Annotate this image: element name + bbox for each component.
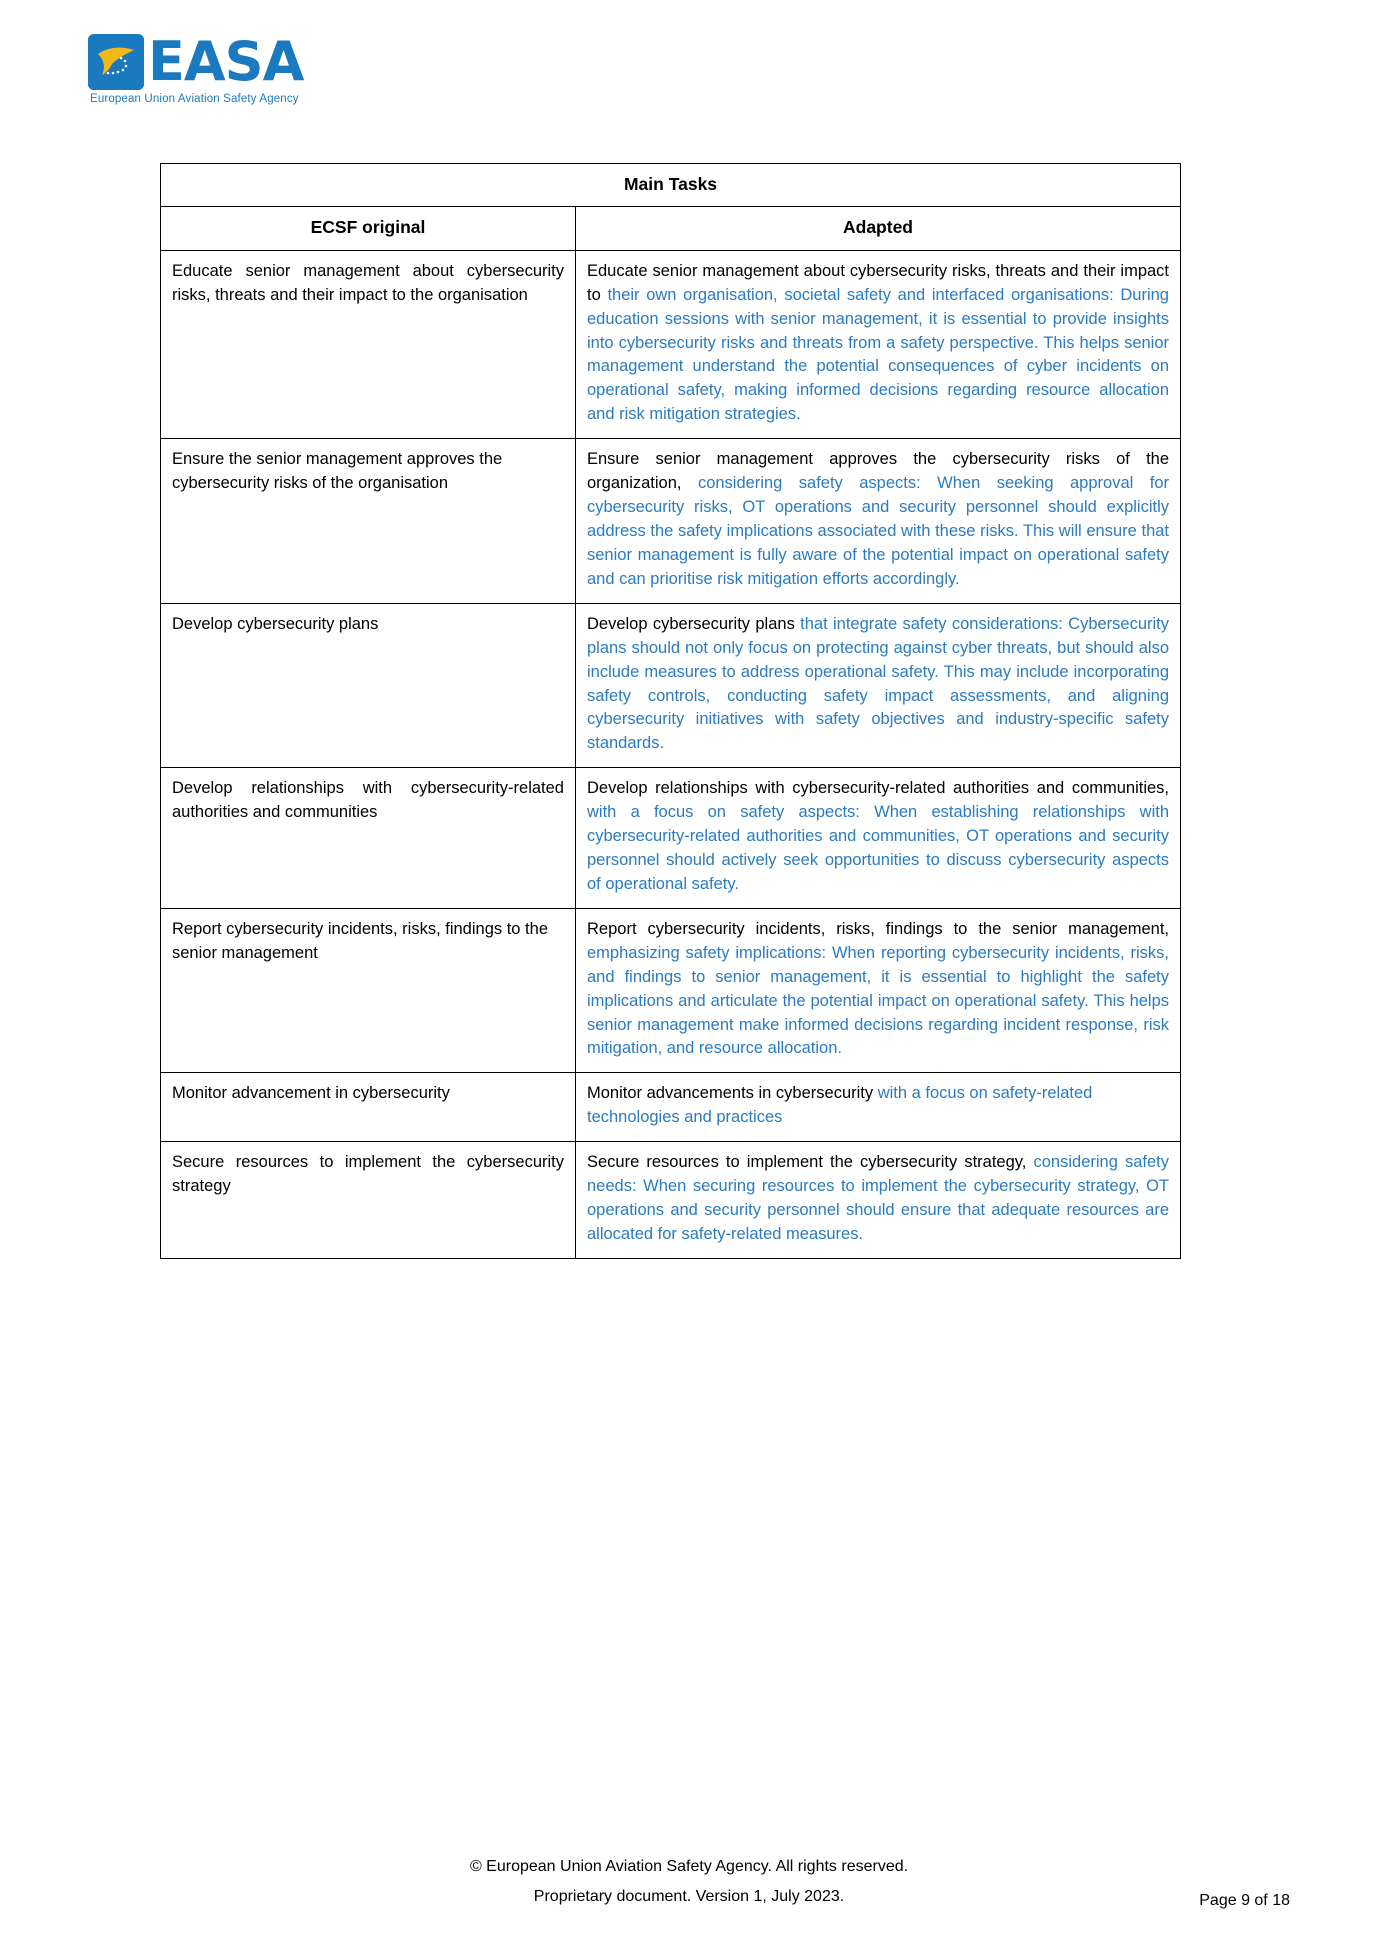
adapted-plain-text: Develop relationships with cybersecurity-related authorities and communities, bbox=[587, 779, 1170, 798]
original-text: Educate senior management about cybersecurity risks, threats and their impact to the organisation bbox=[172, 261, 564, 304]
adapted-plain-text: Monitor advancements in cybersecurity bbox=[587, 1084, 878, 1103]
logo-row bbox=[88, 30, 408, 93]
table-row bbox=[161, 250, 1181, 438]
cell-original bbox=[161, 908, 576, 1073]
easa-logo bbox=[88, 30, 408, 105]
table-row bbox=[161, 603, 1181, 768]
cell-original bbox=[161, 439, 576, 604]
cell-adapted bbox=[576, 603, 1181, 768]
adapted-text bbox=[587, 1082, 1169, 1130]
main-tasks-table bbox=[160, 163, 1181, 1259]
adapted-highlight-text: that integrate safety considerations: Cybersecurity plans should not only focus on protecting against cyber threats, but should also include measures to address operational safety. This may include incorporating safety controls, conducting safety impact assessments, and aligning cybersecurity initiatives with safety objectives and industry-specific safety standards. bbox=[587, 614, 1170, 753]
cell-original bbox=[161, 1142, 576, 1259]
page-footer bbox=[0, 1852, 1378, 1913]
original-text: Report cybersecurity incidents, risks, findings to the senior management bbox=[172, 919, 548, 962]
logo-wordmark: EASA bbox=[148, 30, 304, 93]
original-text: Ensure the senior management approves the cybersecurity risks of the organisation bbox=[172, 450, 503, 493]
footer-copyright: © European Union Aviation Safety Agency. All rights reserved. bbox=[469, 1858, 909, 1875]
adapted-highlight-text: emphasizing safety implications: When reporting cybersecurity incidents, risks, and findings to senior management, it is essential to highlight the safety implications and articulate the potential impact on operational safety. This helps senior management make informed decisions regarding incident response, risk mitigation, and resource allocation. bbox=[587, 943, 1170, 1058]
cell-original bbox=[161, 603, 576, 768]
table-row bbox=[161, 1142, 1181, 1259]
table-row bbox=[161, 768, 1181, 909]
original-text: Secure resources to implement the cybersecurity strategy bbox=[172, 1153, 564, 1196]
adapted-plain-text: Ensure senior management approves the cybersecurity risks of the organization, bbox=[587, 450, 1170, 493]
table-title-row bbox=[161, 164, 1181, 207]
table-row bbox=[161, 908, 1181, 1073]
cell-adapted bbox=[576, 1142, 1181, 1259]
cell-original bbox=[161, 1073, 576, 1142]
adapted-text bbox=[587, 777, 1169, 897]
adapted-highlight-text: with a focus on safety aspects: When establishing relationships with cybersecurity-related authorities and communities, OT operations and security personnel should actively seek opportunities to discuss cybersecurity aspects of operational safety. bbox=[587, 803, 1170, 893]
logo-tagline: European Union Aviation Safety Agency bbox=[90, 93, 299, 105]
cell-adapted bbox=[576, 908, 1181, 1073]
adapted-text bbox=[587, 918, 1169, 1062]
adapted-highlight-text: considering safety needs: When securing resources to implement the cybersecurity strategy, OT operations and security personnel should ensure that adequate resources are allocated for safety-related measures. bbox=[587, 1153, 1170, 1244]
cell-adapted bbox=[576, 250, 1181, 438]
table-title: Main Tasks bbox=[161, 164, 1181, 207]
column-header-ecsf-original: ECSF original bbox=[161, 207, 576, 250]
footer-version: Proprietary document. Version 1, July 2023. bbox=[533, 1888, 845, 1906]
adapted-text bbox=[587, 448, 1169, 592]
page-number: Page 9 of 18 bbox=[1199, 1892, 1290, 1909]
original-text: Develop relationships with cybersecurity-related authorities and communities bbox=[172, 779, 564, 822]
adapted-highlight-text: their own organisation, societal safety and interfaced organisations: During education sessions with senior management, it is essential to provide insights into cybersecurity risks and threats from a safety perspective. This helps senior management understand the potential consequences of cyber incidents on operational safety, making informed decisions regarding resource allocation and risk mitigation strategies. bbox=[587, 285, 1170, 424]
cell-original bbox=[161, 768, 576, 909]
cell-adapted bbox=[576, 1073, 1181, 1142]
adapted-text bbox=[587, 260, 1169, 427]
adapted-plain-text: Report cybersecurity incidents, risks, findings to the senior management, bbox=[587, 919, 1170, 938]
original-text: Monitor advancement in cybersecurity bbox=[172, 1084, 450, 1103]
cell-original bbox=[161, 250, 576, 438]
cell-adapted bbox=[576, 439, 1181, 604]
adapted-plain-text: Secure resources to implement the cybersecurity strategy, bbox=[587, 1153, 1034, 1172]
adapted-highlight-text: with a focus on safety-related technologies and practices bbox=[587, 1084, 1093, 1127]
easa-bird-icon bbox=[88, 34, 144, 90]
adapted-text bbox=[587, 1151, 1169, 1247]
adapted-text bbox=[587, 613, 1169, 757]
adapted-highlight-text: considering safety aspects: When seeking approval for cybersecurity risks, OT operations and security personnel should explicitly address the safety implications associated with these risks. This will ensure that senior management is fully aware of the potential impact on operational safety and can prioritise risk mitigation efforts accordingly. bbox=[587, 474, 1170, 588]
column-header-adapted: Adapted bbox=[576, 207, 1181, 250]
table-header-row bbox=[161, 207, 1181, 250]
table-row bbox=[161, 1073, 1181, 1142]
adapted-plain-text: Develop cybersecurity plans bbox=[587, 614, 801, 633]
table-row bbox=[161, 439, 1181, 604]
original-text: Develop cybersecurity plans bbox=[172, 614, 379, 633]
adapted-plain-text: Educate senior management about cybersecurity risks, threats and their impact to bbox=[587, 261, 1170, 304]
cell-adapted bbox=[576, 768, 1181, 909]
